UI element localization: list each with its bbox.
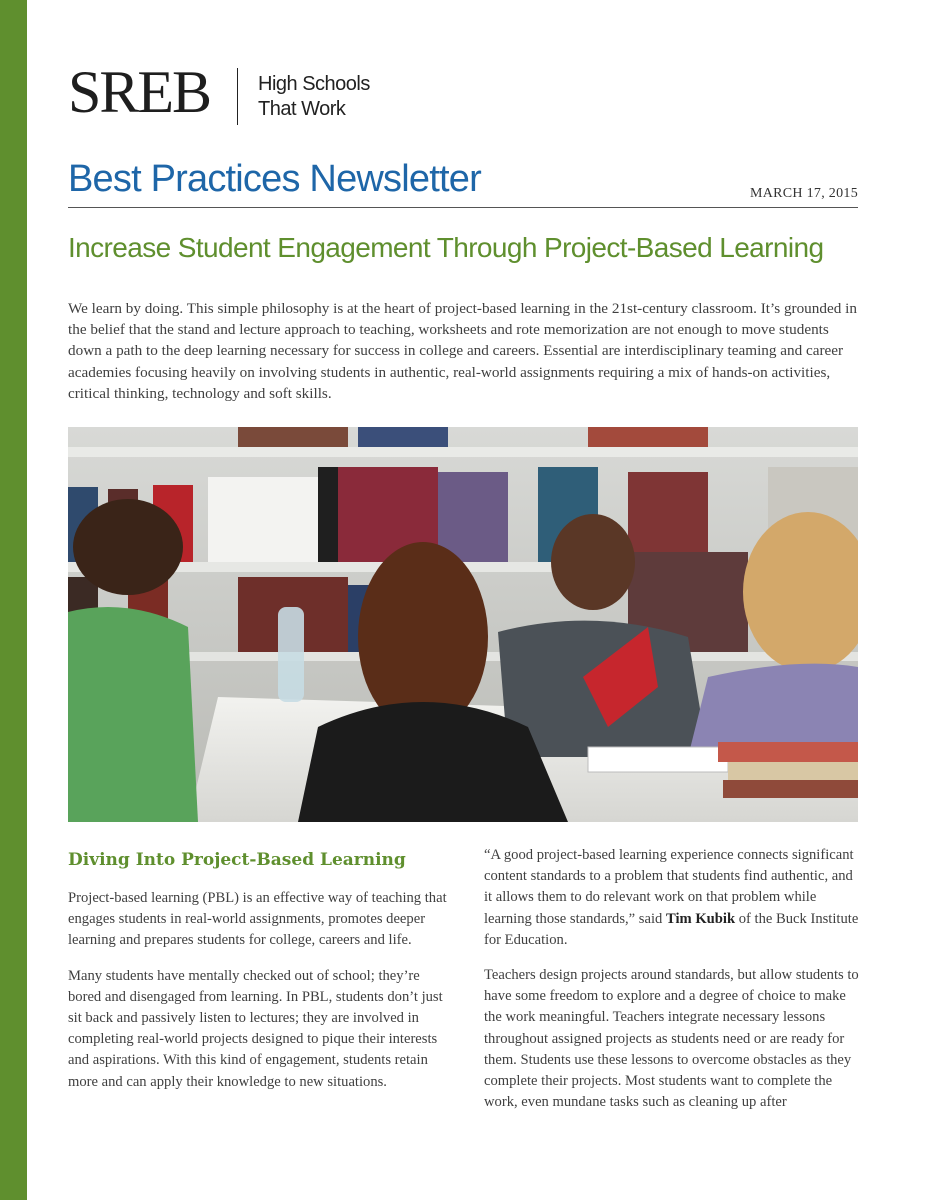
right-column: [484, 845, 864, 1127]
body-paragraph: Project-based learning (PBL) is an effective way of teaching that engages students in real-world assignments, promotes deeper learning and prepares students for college, careers and life.: [68, 890, 447, 949]
issue-date: MARCH 17, 2015: [749, 186, 858, 201]
body-paragraph: Many students have mentally checked out of school; they’re bored and disengaged from learning. In PBL, students don’t just sit back and passively listen to lectures; they are involved in completing real-world projects designed to pique their interests and aspirations. With this kind of engagement, students retain more and can apply their knowledge to new situations.: [68, 967, 443, 1090]
quote-paragraph: [484, 845, 864, 951]
tagline-line-1: High Schools: [258, 73, 370, 95]
article-headline: Increase Student Engagement Through Project-Based Learning: [68, 232, 824, 263]
intro-paragraph: We learn by doing. This simple philosophy is at the heart of project-based learning in the 21st-century classroom. It’s grounded in the belief that the stand and lecture approach to teaching, worksheets and rote memorization are not enough to move students down a path to the deep learning necessary for success in college and careers. Essential are interdisciplinary teaming and career academies focusing heavily on involving students in authentic, real-world assignments requiring a mix of hands-on activities, critical thinking, technology and soft skills.: [68, 300, 857, 402]
page-margin-bar: [0, 0, 27, 1200]
title-divider: [68, 207, 858, 208]
quote-affiliation: of the Buck Institute for Education.: [484, 910, 859, 948]
quote-person: Tim Kubik: [665, 910, 736, 927]
classroom-photo: [68, 427, 858, 822]
logo-tagline: [258, 72, 370, 122]
quote-text: “A good project-based learning experience connects significant content standards to a problem that students find authentic, and it allows them to do relevant work on that problem while learning those standards,” said: [484, 847, 854, 927]
newsletter-title: Best Practices Newsletter: [68, 158, 481, 200]
logo-divider: [237, 68, 238, 125]
sreb-logo: SREB: [68, 59, 211, 125]
left-column: [68, 845, 453, 1107]
tagline-line-2: That Work: [258, 98, 346, 120]
section-heading: Diving Into Project-Based Learning: [68, 850, 406, 870]
body-paragraph: Teachers design projects around standards, but allow students to have some freedom to explore and a degree of choice to make the work meaningful. Teachers integrate necessary lessons throughout assigned projects as students need or are ready for them. Students use these lessons to overcome obstacles as they complete their projects. Most students want to complete the work, even mundane tasks such as cleaning up after: [484, 967, 859, 1111]
